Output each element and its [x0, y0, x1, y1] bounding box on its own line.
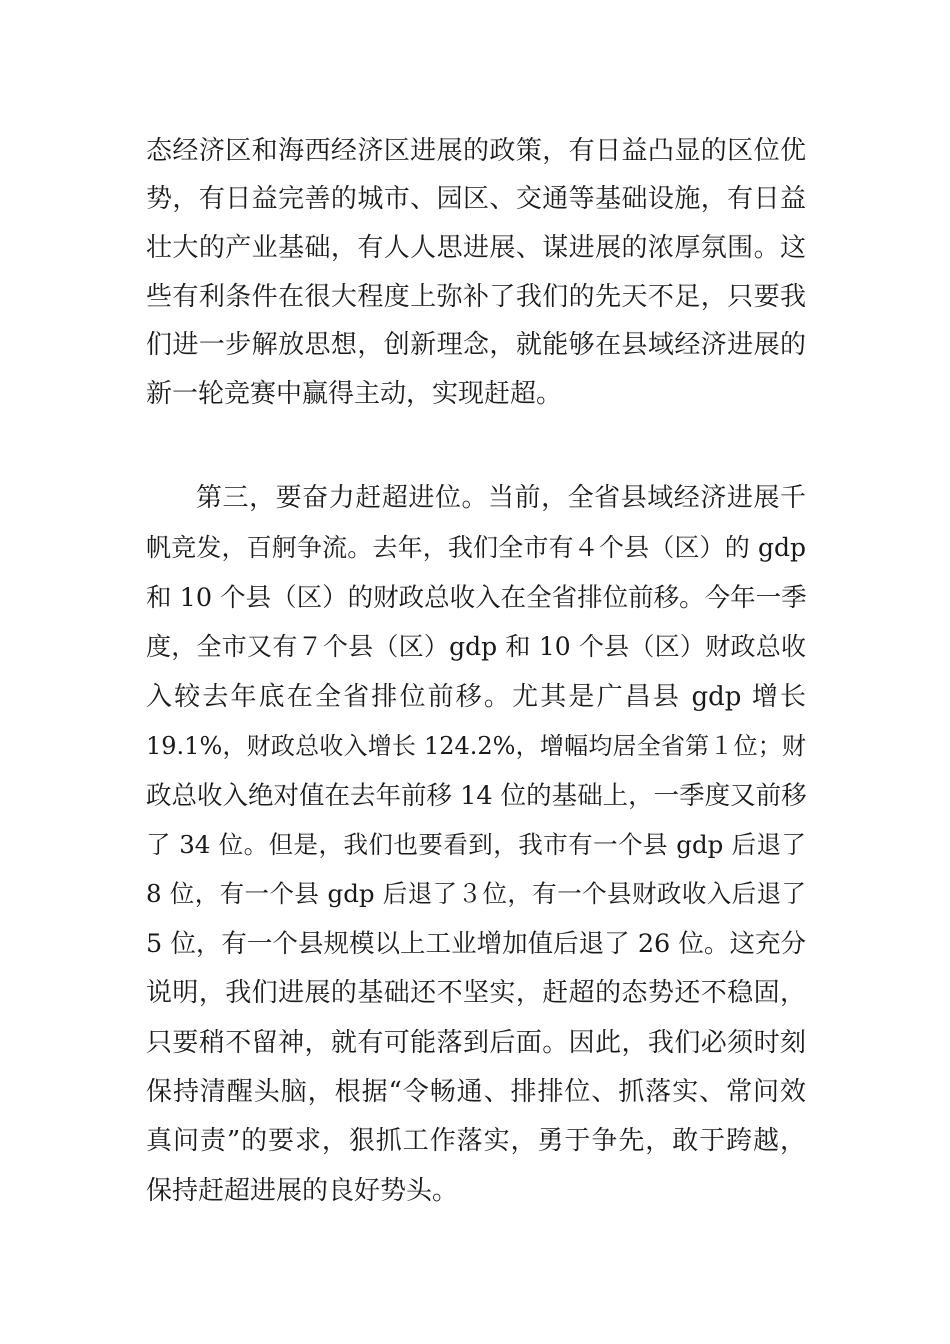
- text-line: 了 34 位。但是，我们也要看到，我市有一个县 gdp 后退了: [146, 830, 806, 859]
- text-line: 5 位，有一个县规模以上工业增加值后退了 26 位。这充分: [146, 929, 806, 959]
- text-line: 帆竞发，百舸争流。去年，我们全市有４个县（区）的 gdp: [146, 533, 806, 562]
- text-line: 和 10 个县（区）的财政总收入在全省排位前移。今年一季: [146, 583, 807, 613]
- text-line: 壮大的产业基础，有人人思进展、谋进展的浓厚氛围。这: [146, 233, 806, 263]
- text-line: 入较去年底在全省排位前移。尤其是广昌县 gdp 增长: [146, 682, 806, 712]
- text-line: 保持清醒头脑，根据“令畅通、排排位、抓落实、常问效: [146, 1077, 806, 1107]
- text-line: 第三，要奋力赶超进位。当前，全省县域经济进展千: [196, 483, 806, 513]
- text-line: 19.1%，财政总收入增长 124.2%，增幅均居全省第１位；财: [146, 732, 806, 760]
- text-line: 态经济区和海西经济区进展的政策，有日益凸显的区位优: [146, 136, 806, 166]
- text-line: 8 位，有一个县 gdp 后退了３位，有一个县财政收入后退了: [146, 879, 806, 908]
- text-line: 们进一步解放思想，创新理念，就能够在县域经济进展的: [146, 330, 806, 360]
- text-line: 新一轮竞赛中赢得主动，实现赶超。: [146, 379, 563, 409]
- text-line: 势，有日益完善的城市、园区、交通等基础设施，有日益: [146, 184, 806, 214]
- text-line: 说明，我们进展的基础还不坚实，赶超的态势还不稳固，: [146, 978, 806, 1008]
- text-line: 些有利条件在很大程度上弥补了我们的先天不足，只要我: [146, 282, 806, 312]
- text-line: 只要稍不留神，就有可能落到后面。因此，我们必须时刻: [146, 1028, 806, 1058]
- text-line: 政总收入绝对值在去年前移 14 位的基础上，一季度又前移: [146, 781, 807, 811]
- text-line: 保持赶超进展的良好势头。: [146, 1176, 459, 1206]
- text-line: 真问责”的要求，狠抓工作落实，勇于争先，敢于跨越，: [146, 1126, 806, 1156]
- text-line: 度，全市又有７个县（区）gdp 和 10 个县（区）财政总收: [146, 632, 806, 661]
